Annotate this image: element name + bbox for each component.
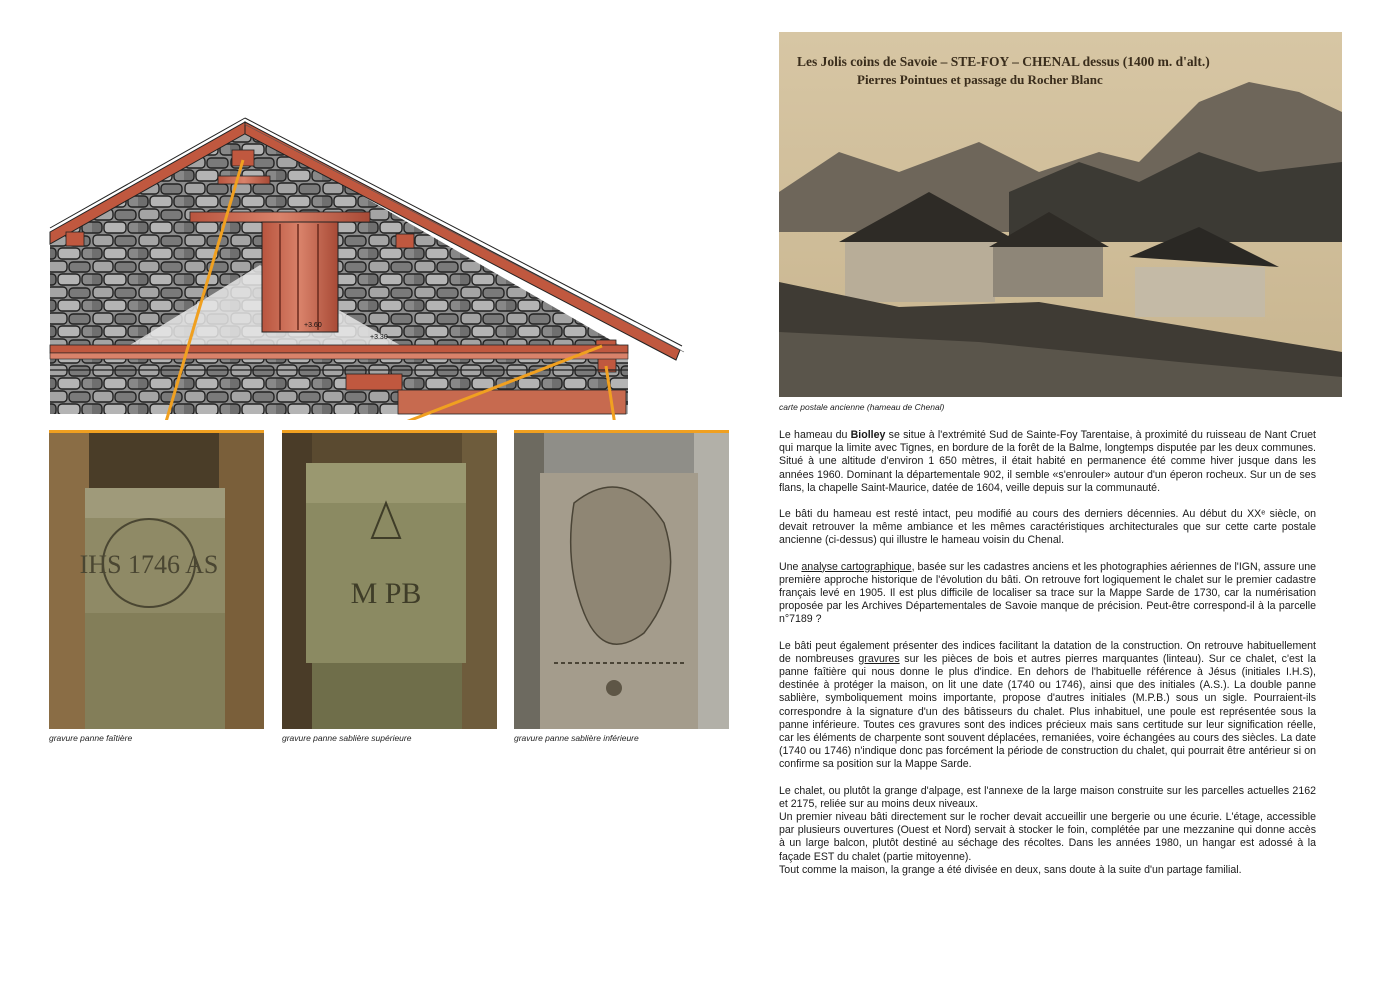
hay-door [262, 222, 338, 332]
carving-text-upper-plate: M PB [350, 577, 422, 610]
link-gravures: gravures [858, 652, 900, 665]
hamlet-name: Biolley [850, 429, 886, 441]
photo-upper-wall-plate [282, 430, 497, 729]
paragraph-3: Une analyse cartographique, basée sur les cadastres anciens et les photographies aériennes de l'IGN, assure une première approche historique de l'évolution du bâti. On retrouve fort logiquement le chalet sur le premier cadastre français levé en 1905. Il est plus difficile de localiser sa trace sur la Mappe Sarde de 1730, car la numérisation proposée par les Archives Départementales de Savoie manque de précision. Peut-être correspond-il à la parcelle n°7189 ? [779, 560, 1316, 626]
postcard-title-line2: Pierres Pointues et passage du Rocher Blanc [857, 72, 1103, 87]
postcard-title-line1: Les Jolis coins de Savoie – STE-FOY – CHENAL dessus (1400 m. d'alt.) [797, 54, 1210, 69]
postcard-caption: carte postale ancienne (hameau de Chenal) [779, 402, 945, 412]
old-postcard [779, 32, 1342, 397]
paragraph-4: Le bâti peut également présenter des indices facilitant la datation de la construction. On retrouve habituellement de nombreuses gravures sur les pièces de bois et autres pierres marquantes (linteau). Sur ce chalet, c'est la panne faîtière qui nous donne le plus d'indice. En dehors de l'habituelle référence à Jésus (initiales I.H.S), destinée à protéger la maison, on lit une date (1740 ou 1746), ainsi que des initiales (A.S.). La double panne sablière, symboliquement moins importante, propose d'autres initiales (M.P.B.) sous un sigle. Pourraient-ils correspondre à la signature d'un des bâtisseurs du chalet. Plus inhabituel, une poule est représentée sous la panne inférieure. Toutes ces gravures sont des indices précieux mais sans certitude sur leur signification réelle, car les éléments de charpente sont souvent déplacées, remaniées, voire échangées au cours des siècles. La date (1740 ou 1746) n'indique donc pas forcément la période de construction du chalet, qui pourrait être antérieur si on confirme sa position sur la Mappe Sarde. [779, 639, 1317, 771]
level-label-2: +3.30 [370, 334, 388, 341]
gable-drawing [0, 0, 700, 420]
caption-ridge-beam: gravure panne faîtière [49, 733, 133, 743]
photo-ridge-beam [49, 430, 264, 729]
photo-lower-wall-plate [514, 430, 729, 729]
paragraph-2: Le bâti du hameau est resté intact, peu modifié au cours des derniers décennies. Au début du XXᵉ siècle, on devait retrouver la même ambiance et les mêmes caractéristiques architecturales que sur cette carte postale ancienne (ci-dessus) qui illustre le hameau voisin du Chenal. [779, 508, 1316, 547]
caption-lower-wall-plate: gravure panne sablière inférieure [514, 733, 639, 743]
level-label-1: +3.60 [304, 322, 322, 329]
paragraph-1: Le hameau du Biolley se situe à l'extrémité Sud de Sainte-Foy Tarentaise, à proximité du ruisseau de Nant Cruet qui marque la limite avec Tignes, en bordure de la forêt de la Balme, longtemps disputée par les deux communes. Situé à une altitude d'environ 1 650 mètres, il était habité en permanence été comme hiver jusque dans les années 1960. Dominant la départementale 902, il semble «s'enrouler» autour d'un éperon rocheux. Sur un de ses flans, la chapelle Saint-Maurice, datée de 1604, veille depuis sur la communauté. [779, 429, 1317, 494]
paragraph-5: Le chalet, ou plutôt la grange d'alpage, est l'annexe de la large maison construite sur les parcelles actuelles 2162 et 2175, reliée sur au moins deux niveaux. Un premier niveau bâti directement sur le rocher devait accueillir une bergerie ou une écurie. L'étage, accessible par plusieurs ouvertures (Ouest et Nord) servait à stocker le foin, complétée par une mezzanine qui donne accès à un large balcon, plutôt destiné au séchage des récoltes. Dans les années 1980, un hangar est adossé à la façade EST du chalet (partie mitoyenne). Tout comme la maison, la grange a été divisée en deux, sans doute à la suite d'un partage familial. [779, 784, 1316, 876]
gable-elevation-svg [0, 0, 700, 420]
carving-text-ridge: IHS 1746 AS [79, 550, 219, 579]
link-analyse-cartographique: analyse cartographique [801, 560, 912, 573]
body-text [779, 429, 1316, 890]
caption-upper-wall-plate: gravure panne sablière supérieure [282, 733, 412, 743]
